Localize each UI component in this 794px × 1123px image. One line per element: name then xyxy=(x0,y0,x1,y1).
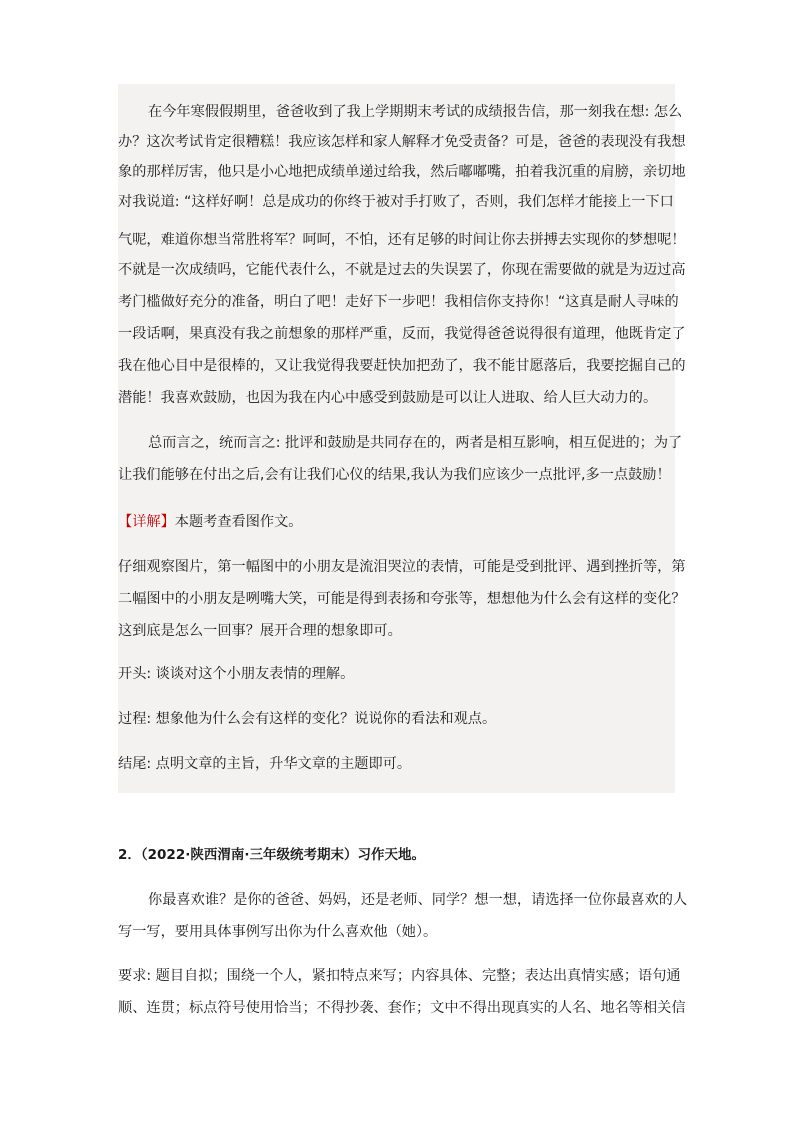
essay-paragraph-2-line: 让我们能够在付出之后,会有让我们心仪的结果,我认为我们应该少一点批评,多一点鼓励！ xyxy=(118,467,671,483)
detail-tag: 【详解】 xyxy=(118,514,175,530)
essay-paragraph-1-line: 办？这次考试肯定很糟糕！我应该怎样和家人解释才免受责备？可是，爸爸的表现没有我想 xyxy=(118,134,686,150)
essay-paragraph-2-line: 总而言之，统而言之: 批评和鼓励是共同存在的，两者是相互影响，相互促进的；为了 xyxy=(148,435,683,451)
question-2-requirements-line: 顺、连贯；标点符号使用恰当；不得抄袭、套作；文中不得出现真实的人名、地名等相关信 xyxy=(118,1000,686,1016)
analysis-line: 二幅图中的小朋友是咧嘴大笑，可能是得到表扬和夸张等，想想他为什么会有这样的变化？ xyxy=(118,591,686,607)
question-2-prompt-line: 你最喜欢谁？是你的爸爸、妈妈，还是老师、同学？想一想，请选择一位你最喜欢的人 xyxy=(148,892,688,908)
opening-tip: 开头: 谈谈对这个小朋友表情的理解。 xyxy=(118,666,355,682)
question-2-prompt-line: 写一写，要用具体事例写出你为什么喜欢他（她）。 xyxy=(118,924,438,940)
essay-paragraph-1-line: 象的那样厉害，他只是小心地把成绩单递过给我，然后嘟嘟嘴，拍着我沉重的肩膀，亲切地 xyxy=(118,164,686,180)
question-2-heading: 2．（2022·陕西渭南·三年级统考期末）习作天地。 xyxy=(118,847,425,863)
essay-paragraph-1-line: 考门槛做好充分的准备，明白了吧！走好下一步吧！我相信你支持你！“这真是耐人寻味的 xyxy=(118,294,679,310)
essay-paragraph-1-line: 潜能！我喜欢鼓励，也因为我在内心中感受到鼓励是可以让人进取、给人巨大动力的。 xyxy=(118,390,658,406)
essay-paragraph-1-line: 气呢，难道你想当常胜将军？呵呵，不怕，还有足够的时间让你去拼搏去实现你的梦想呢！ xyxy=(118,232,686,248)
question-2-requirements-line: 要求: 题目自拟；围绕一个人，紧扣特点来写；内容具体、完整；表达出真情实感；语句通 xyxy=(118,968,681,984)
analysis-line: 这到底是怎么一回事？展开合理的想象即可。 xyxy=(118,623,402,639)
detail-text: 本题考查看图作文。 xyxy=(174,514,303,530)
essay-paragraph-1-line: 一段话啊，果真没有我之前想象的那样严重，反而，我觉得爸爸说得很有道理，他既肯定了 xyxy=(118,326,686,342)
essay-paragraph-1-line: 我在他心目中是很棒的，又让我觉得我要赶快加把劲了，我不能甘愿落后，我要挖掘自己的 xyxy=(118,358,686,374)
analysis-line: 仔细观察图片，第一幅图中的小朋友是流泪哭泣的表情，可能是受到批评、遇到挫折等，第 xyxy=(118,559,686,575)
essay-paragraph-1-line: 在今年寒假假期里，爸爸收到了我上学期期末考试的成绩报告信，那一刻我在想: 怎么 xyxy=(148,104,683,120)
ending-tip: 结尾: 点明文章的主旨，升华文章的主题即可。 xyxy=(118,756,412,772)
essay-paragraph-1-line: 不就是一次成绩吗，它能代表什么，不就是过去的失误罢了，你现在需要做的就是为迈过高 xyxy=(118,262,686,278)
process-tip: 过程: 想象他为什么会有这样的变化？说说你的看法和观点。 xyxy=(118,711,497,727)
detail-heading xyxy=(118,512,302,532)
essay-paragraph-1-line: 对我说道: “这样好啊！总是成功的你终于被对手打败了，否则，我们怎样才能接上一下口 xyxy=(118,194,674,210)
